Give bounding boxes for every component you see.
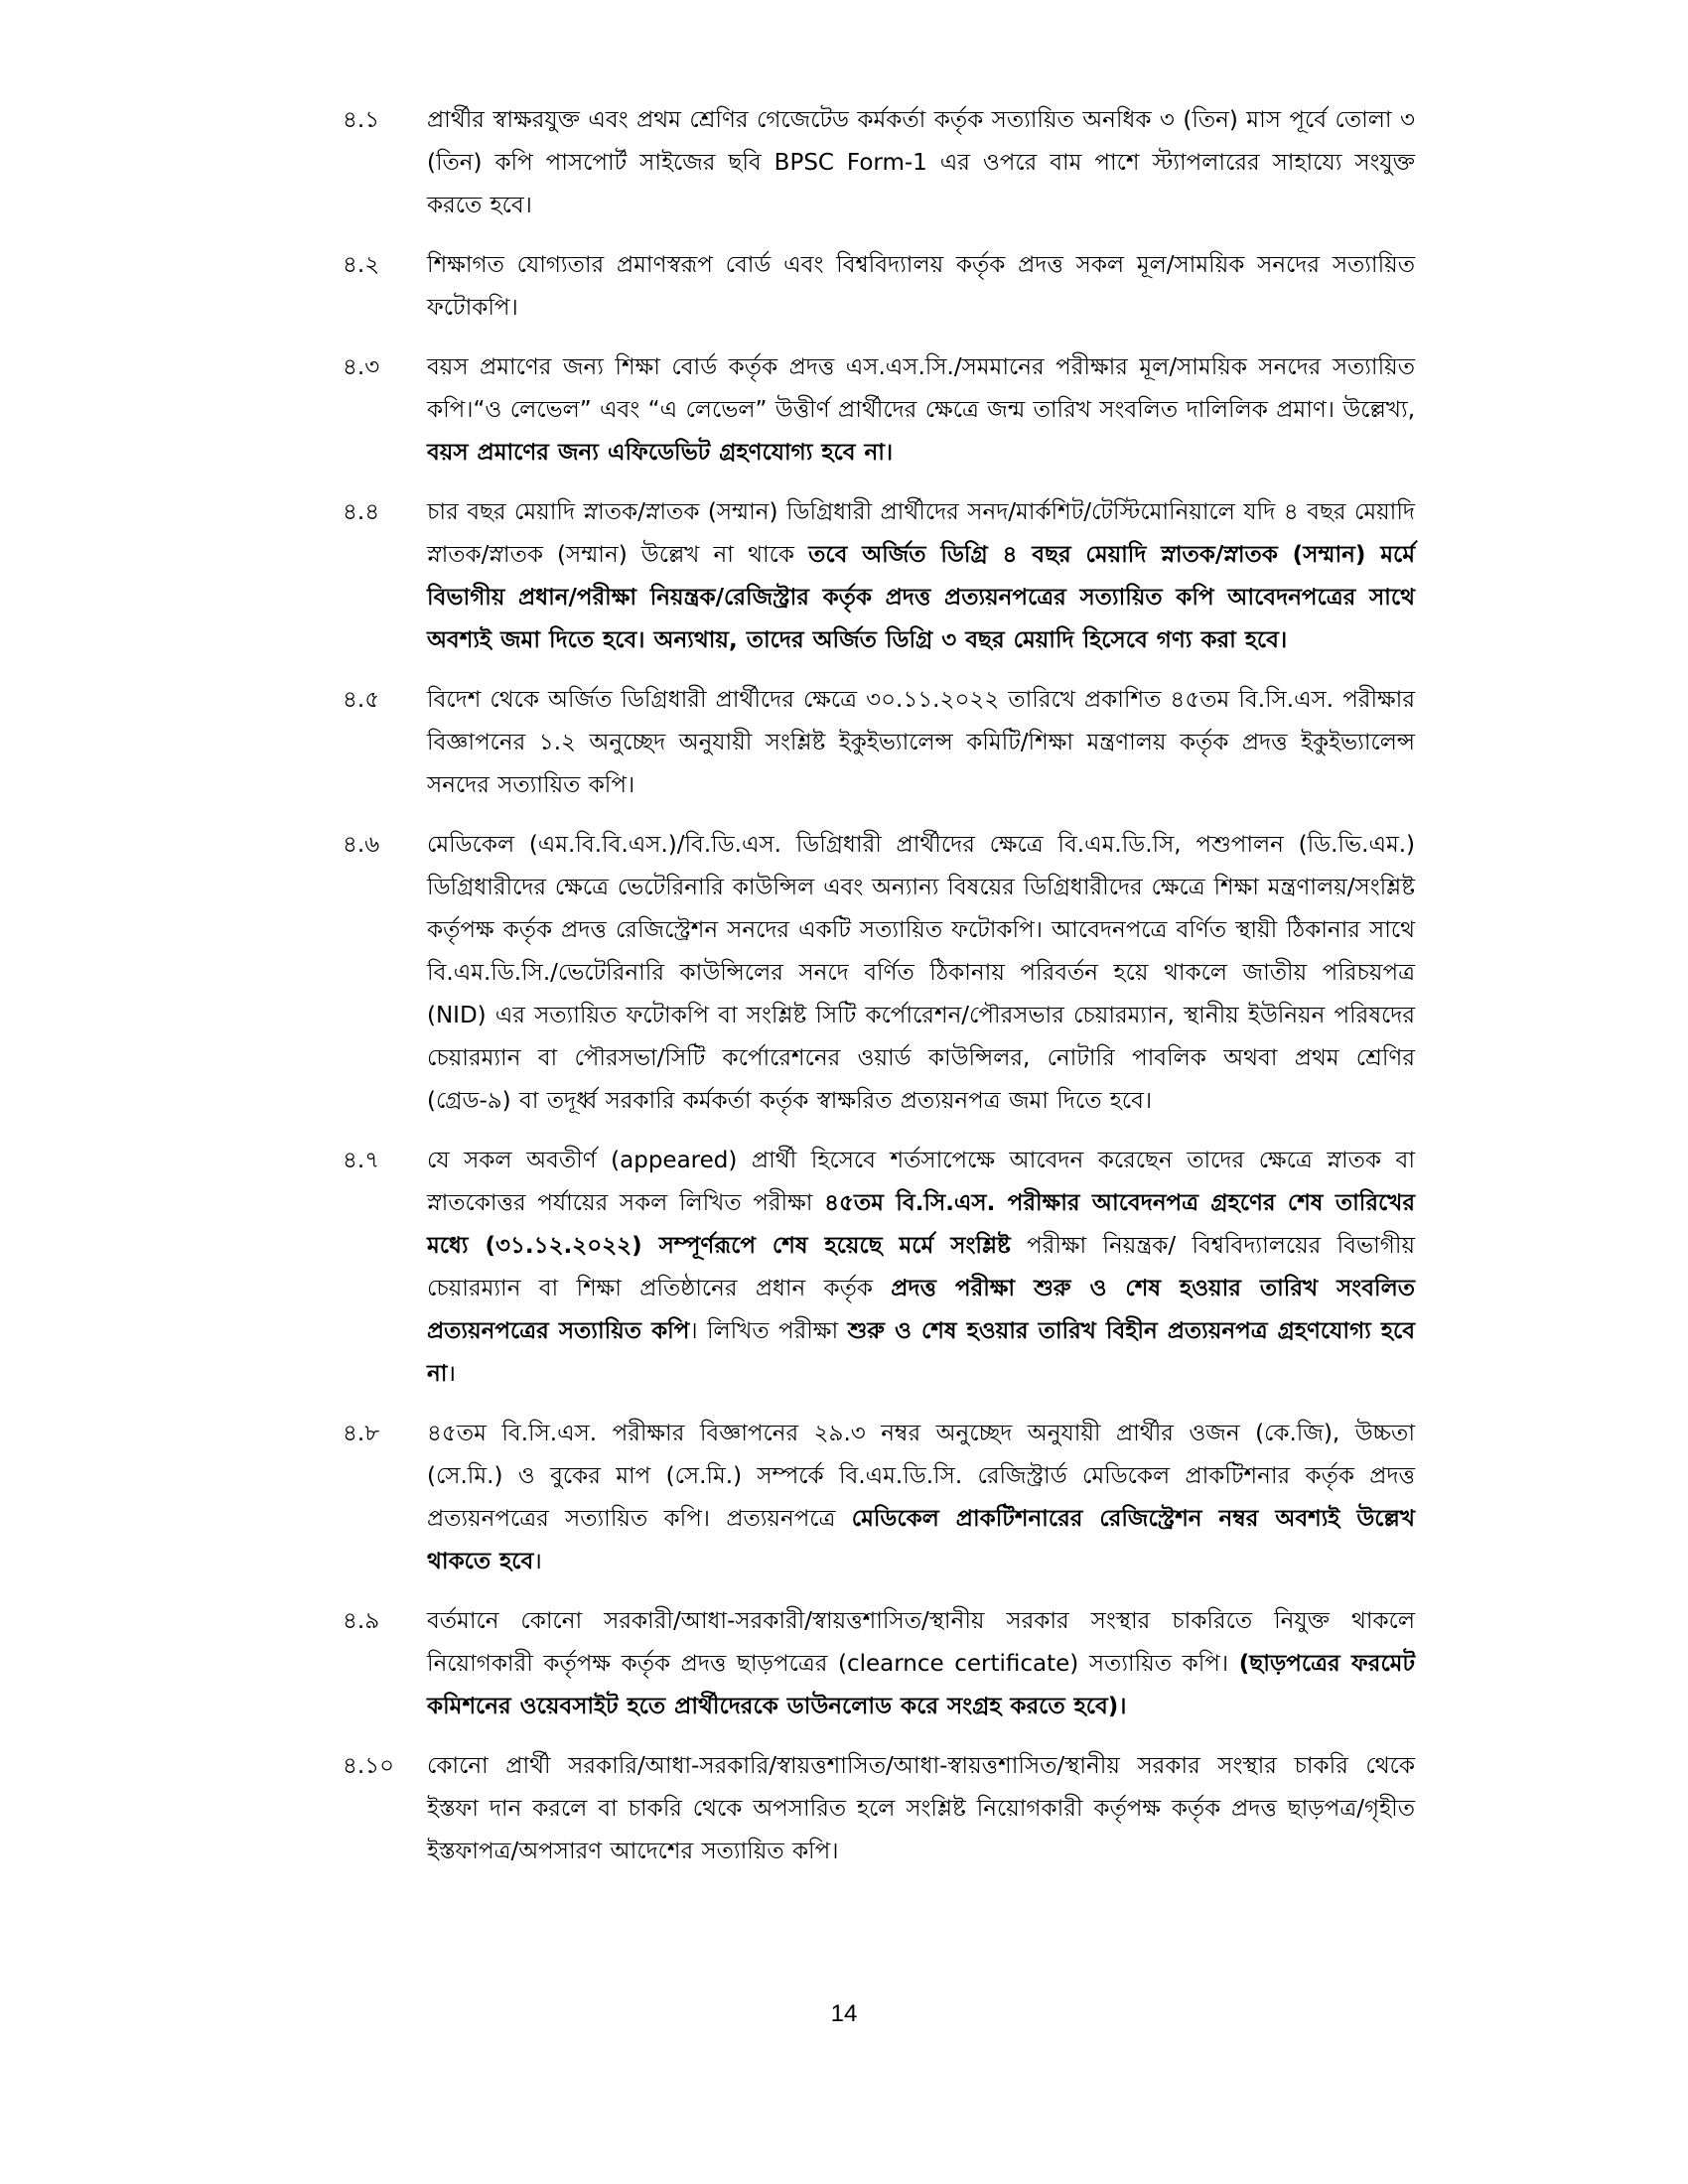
item-text-part: পরীক্ষা নিয়ন্ত্রক/ বিশ্ববিদ্যালয়ের বিভাগীয় চেয়ারম্যান বা শিক্ষা প্রতিষ্ঠানের প্রধান কর্তৃক	[427, 1233, 1415, 1301]
item-text-part: শিক্ষাগত যোগ্যতার প্রমাণস্বরূপ বোর্ড এবং বিশ্ববিদ্যালয় কর্তৃক প্রদত্ত সকল মূল/সাময়িক সনদের সত্যায়িত ফটোকপি।	[427, 252, 1415, 321]
list-item	[343, 244, 1415, 330]
list-item	[343, 824, 1415, 1123]
item-text	[427, 824, 1415, 1123]
item-text-part: ৪৫তম বি.সি.এস. পরীক্ষার বিজ্ঞাপনের ২৯.৩ নম্বর অনুচ্ছেদ অনুযায়ী প্রার্থীর ওজন (কে.জি), উচ্চতা (সে.মি.) ও বুকের মাপ (সে.মি.) সম্পর্কে বি.এম.ডি.সি. রেজিস্ট্রার্ড মেডিকেল প্রাকটিশনার কর্তৃক প্রদত্ত প্রত্যয়নপত্রের সত্যায়িত কপি। প্রত্যয়নপত্রে	[427, 1421, 1415, 1532]
item-text-part: ।	[447, 1361, 457, 1387]
item-number: ৪.৭	[343, 1148, 380, 1173]
item-text	[427, 346, 1415, 475]
list-item	[343, 99, 1415, 227]
requirements-list	[343, 99, 1415, 1890]
item-text-part: যে সকল অবতীর্ণ (appeared) প্রার্থী হিসেবে শর্তসাপেক্ষে আবেদন করেছেন তাদের ক্ষেত্রে স্নাতক বা স্নাতকোত্তর পর্যায়ের সকল লিখিত পরীক্ষা	[427, 1148, 1415, 1216]
item-text-part: চার বছর মেয়াদি স্নাতক/স্নাতক (সম্মান) ডিগ্রিধারী প্রার্থীদের সনদ/মার্কশিট/টেস্টিমোনিয়ালে যদি ৪ বছর মেয়াদি স্নাতক/স্নাতক (সম্মান) উল্লেখ না থাকে	[427, 499, 1415, 568]
item-text	[427, 1600, 1415, 1728]
item-text-bold: মেডিকেল প্রাকটিশনারের রেজিস্ট্রেশন নম্বর অবশ্যই উল্লেখ থাকতে হবে	[427, 1506, 1415, 1574]
item-text	[427, 99, 1415, 227]
item-text-part: । লিখিত পরীক্ষা	[689, 1318, 848, 1344]
item-number: ৪.৬	[343, 832, 380, 858]
item-text-part: কোনো প্রার্থী সরকারি/আধা-সরকারি/স্বায়ত্তশাসিত/আধা-স্বায়ত্তশাসিত/স্থানীয় সরকার সংস্থার চাকরি থেকে ইস্তফা দান করলে বা চাকরি থেকে অপসারিত হলে সংশ্লিষ্ট নিয়োগকারী কর্তৃপক্ষ কর্তৃক প্রদত্ত ছাড়পত্র/গৃহীত ইস্তফাপত্র/অপসারণ আদেশের সত্যায়িত কপি।	[427, 1753, 1415, 1864]
item-number: ৪.২	[343, 252, 380, 278]
item-text	[427, 1413, 1415, 1583]
item-text-bold: শুরু ও শেষ হওয়ার তারিখ বিহীন প্রত্যয়নপত্র গ্রহণযোগ্য হবে না	[427, 1318, 1415, 1387]
item-text	[427, 244, 1415, 330]
item-text-part: প্রার্থীর স্বাক্ষরযুক্ত এবং প্রথম শ্রেণির গেজেটেড কর্মকর্তা কর্তৃক সত্যায়িত অনধিক ৩ (তিন) মাস পূর্বে তোলা ৩ (তিন) কপি পাসপোর্ট সাইজের ছবি BPSC Form-1 এর ওপরে বাম পাশে স্ট্যাপলারের সাহায্যে সংযুক্ত করতে হবে।	[427, 107, 1415, 218]
item-text-bold: প্রদত্ত পরীক্ষা শুরু ও শেষ হওয়ার তারিখ সংবলিত প্রত্যয়নপত্রের সত্যায়িত কপি	[427, 1276, 1415, 1344]
item-number: ৪.৩	[343, 354, 380, 380]
item-text-part: বয়স প্রমাণের জন্য শিক্ষা বোর্ড কর্তৃক প্রদত্ত এস.এস.সি./সমমানের পরীক্ষার মূল/সাময়িক সনদের সত্যায়িত কপি।“ও লেভেল” এবং “এ লেভেল” উত্তীর্ণ প্রার্থীদের ক্ষেত্রে জন্ম তারিখ সংবলিত দালিলিক প্রমাণ। উল্লেখ্য,	[427, 354, 1415, 423]
list-item	[343, 1745, 1415, 1873]
item-number: ৪.১০	[343, 1753, 395, 1779]
list-item	[343, 346, 1415, 475]
item-number: ৪.৪	[343, 499, 380, 525]
item-text	[427, 491, 1415, 662]
page-number: 14	[830, 2000, 858, 2027]
item-text	[427, 1745, 1415, 1873]
item-text-bold: বয়স প্রমাণের জন্য এফিডেভিট গ্রহণযোগ্য হবে না।	[427, 440, 894, 466]
item-text	[427, 1140, 1415, 1396]
item-text-part: বর্তমানে কোনো সরকারী/আধা-সরকারী/স্বায়ত্তশাসিত/স্থানীয় সরকার সংস্থার চাকরিতে নিযুক্ত থাকলে নিয়োগকারী কর্তৃপক্ষ কর্তৃক প্রদত্ত ছাড়পত্রের (clearnce certificate) সত্যায়িত কপি।	[427, 1608, 1415, 1677]
list-item	[343, 1140, 1415, 1396]
list-item	[343, 679, 1415, 807]
item-text-part: ।	[533, 1549, 543, 1574]
item-number: ৪.৯	[343, 1608, 380, 1634]
item-number: ৪.১	[343, 107, 380, 133]
list-item	[343, 1600, 1415, 1728]
item-text-bold: তবে অর্জিত ডিগ্রি ৪ বছর মেয়াদি স্নাতক/স্নাতক (সম্মান) মর্মে বিভাগীয় প্রধান/পরীক্ষা নিয়ন্ত্রক/রেজিস্ট্রার কর্তৃক প্রদত্ত প্রত্যয়নপত্রের সত্যায়িত কপি আবেদনপত্রের সাথে অবশ্যই জমা দিতে হবে। অন্যথায়, তাদের অর্জিত ডিগ্রি ৩ বছর মেয়াদি হিসেবে গণ্য করা হবে।	[427, 542, 1415, 653]
list-item	[343, 1413, 1415, 1583]
item-text-part: বিদেশ থেকে অর্জিত ডিগ্রিধারী প্রার্থীদের ক্ষেত্রে ৩০.১১.২০২২ তারিখে প্রকাশিত ৪৫তম বি.সি.এস. পরীক্ষার বিজ্ঞাপনের ১.২ অনুচ্ছেদ অনুযায়ী সংশ্লিষ্ট ইকুইভ্যালেন্স কমিটি/শিক্ষা মন্ত্রণালয় কর্তৃক প্রদত্ত ইকুইভ্যালেন্স সনদের সত্যায়িত কপি।	[427, 687, 1415, 798]
item-text	[427, 679, 1415, 807]
item-number: ৪.৫	[343, 687, 380, 713]
item-text-bold: ৪৫তম বি.সি.এস. পরীক্ষার আবেদনপত্র গ্রহণের শেষ তারিখের মধ্যে (৩১.১২.২০২২) সম্পূর্ণরূপে শেষ হয়েছে মর্মে সংশ্লিষ্ট	[427, 1190, 1415, 1259]
list-item	[343, 491, 1415, 662]
item-number: ৪.৮	[343, 1421, 380, 1446]
item-text-part: মেডিকেল (এম.বি.বি.এস.)/বি.ডি.এস. ডিগ্রিধারী প্রার্থীদের ক্ষেত্রে বি.এম.ডি.সি, পশুপালন (ডি.ভি.এম.) ডিগ্রিধারীদের ক্ষেত্রে ভেটেরিনারি কাউন্সিল এবং অন্যান্য বিষয়ের ডিগ্রিধারীদের ক্ষেত্রে শিক্ষা মন্ত্রণালয়/সংশ্লিষ্ট কর্তৃপক্ষ কর্তৃক প্রদত্ত রেজিস্ট্রেশন সনদের একটি সত্যায়িত ফটোকপি। আবেদনপত্রে বর্ণিত স্থায়ী ঠিকানার সাথে বি.এম.ডি.সি./ভেটেরিনারি কাউন্সিলের সনদে বর্ণিত ঠিকানায় পরিবর্তন হয়ে থাকলে জাতীয় পরিচয়পত্র (NID) এর সত্যায়িত ফটোকপি বা সংশ্লিষ্ট সিটি কর্পোরেশন/পৌরসভার চেয়ারম্যান, স্থানীয় ইউনিয়ন পরিষদের চেয়ারম্যান বা পৌরসভা/সিটি কর্পোরেশনের ওয়ার্ড কাউন্সিলর, নোটারি পাবলিক অথবা প্রথম শ্রেণির (গ্রেড-৯) বা তদূর্ধ্ব সরকারি কর্মকর্তা কর্তৃক স্বাক্ষরিত প্রত্যয়নপত্র জমা দিতে হবে।	[427, 832, 1415, 1114]
item-text-bold: (ছাড়পত্রের ফরমেট কমিশনের ওয়েবসাইট হতে প্রার্থীদেরকে ডাউনলোড করে সংগ্রহ করতে হবে)।	[427, 1651, 1415, 1719]
